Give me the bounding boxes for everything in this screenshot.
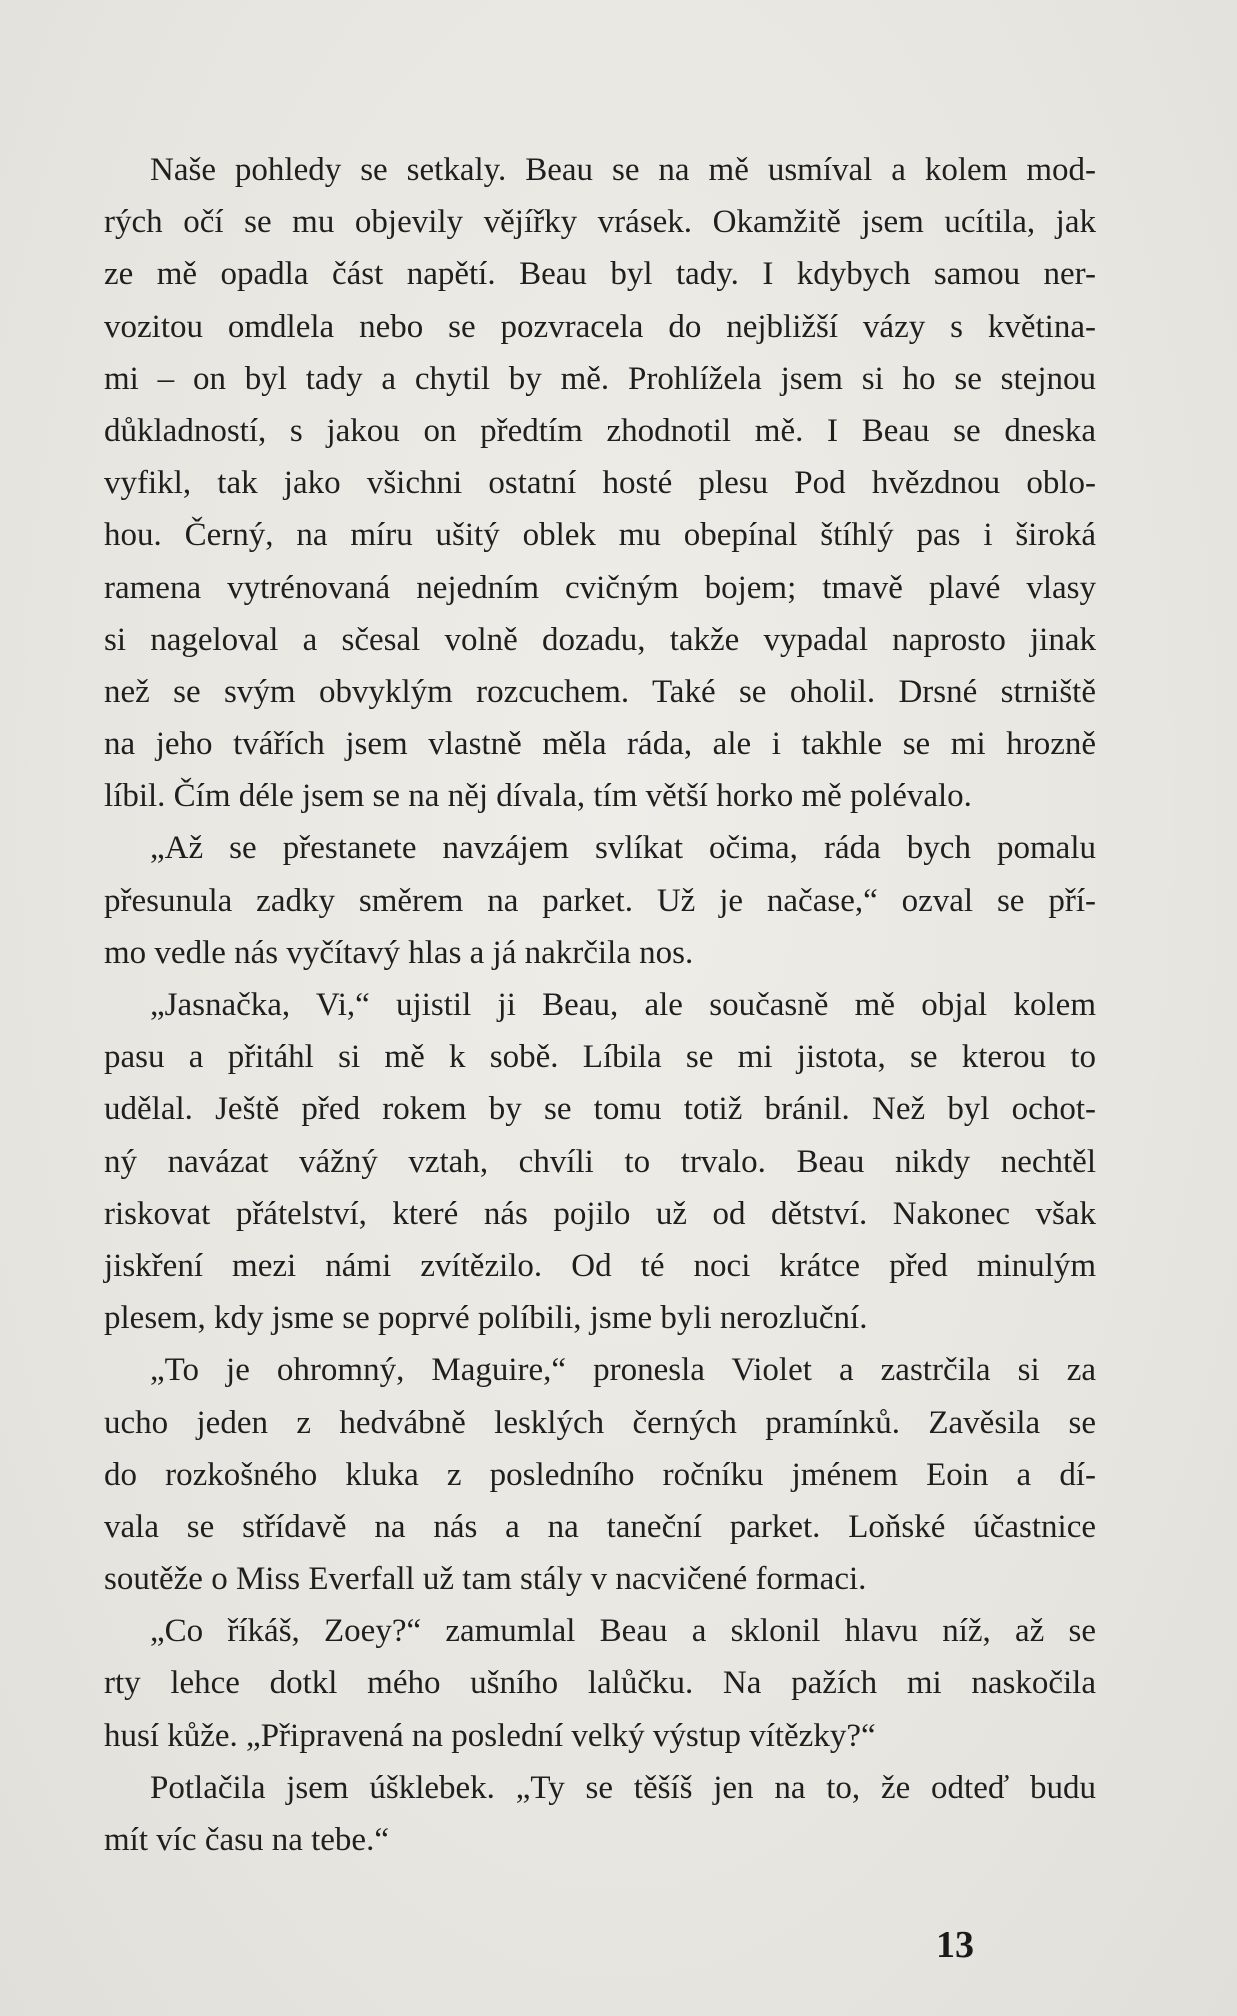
text-line: Potlačila jsem úšklebek. „Ty se těšíš jen na to, že odteď budu xyxy=(150,1769,1096,1806)
text-line: líbil. Čím déle jsem se na něj dívala, tím větší horko mě polévalo. xyxy=(104,778,972,815)
text-line: vozitou omdlela nebo se pozvracela do nejbližší vázy s květina- xyxy=(104,308,1096,345)
text-line: do rozkošného kluka z posledního ročníku jménem Eoin a dí- xyxy=(104,1456,1096,1493)
text-line: „Co říkáš, Zoey?“ zamumlal Beau a sklonil hlavu níž, až se xyxy=(150,1613,1096,1650)
text-line: mi – on byl tady a chytil by mě. Prohlížela jsem si ho se stejnou xyxy=(104,360,1096,397)
text-line: než se svým obvyklým rozcuchem. Také se oholil. Drsné strniště xyxy=(104,673,1096,710)
text-line: vala se střídavě na nás a na taneční parket. Loňské účastnice xyxy=(104,1508,1096,1545)
text-line: hou. Černý, na míru ušitý oblek mu obepínal štíhlý pas i široká xyxy=(104,517,1096,554)
text-line: mo vedle nás vyčítavý hlas a já nakrčila nos. xyxy=(104,934,694,971)
text-line: rých očí se mu objevily vějířky vrásek. Okamžitě jsem ucítila, jak xyxy=(104,204,1096,241)
text-line: riskovat přátelství, které nás pojilo už od dětství. Nakonec však xyxy=(104,1195,1096,1232)
text-line: přesunula zadky směrem na parket. Už je načase,“ ozval se pří- xyxy=(104,882,1096,919)
text-line: si nageloval a sčesal volně dozadu, takže vypadal naprosto jinak xyxy=(104,621,1096,658)
text-line: plesem, kdy jsme se poprvé políbili, jsme byli nerozluční. xyxy=(104,1300,868,1337)
text-line: „Jasnačka, Vi,“ ujistil ji Beau, ale současně mě objal kolem xyxy=(150,987,1096,1023)
text-line: ze mě opadla část napětí. Beau byl tady. I kdybych samou ner- xyxy=(104,256,1096,293)
text-line: ucho jeden z hedvábně lesklých černých pramínků. Zavěsila se xyxy=(104,1404,1096,1441)
text-line: „Až se přestanete navzájem svlíkat očima, ráda bych pomalu xyxy=(150,830,1096,867)
text-line: pasu a přitáhl si mě k sobě. Líbila se mi jistota, se kterou to xyxy=(104,1039,1096,1076)
text-line: Naše pohledy se setkaly. Beau se na mě usmíval a kolem mod- xyxy=(150,152,1096,188)
text-line: důkladností, s jakou on předtím zhodnotil mě. I Beau se dneska xyxy=(104,412,1096,449)
text-line: udělal. Ještě před rokem by se tomu totiž bránil. Než byl ochot- xyxy=(104,1091,1096,1128)
text-line: jiskření mezi námi zvítězilo. Od té noci krátce před minulým xyxy=(104,1247,1096,1284)
text-line: vyfikl, tak jako všichni ostatní hosté plesu Pod hvězdnou oblo- xyxy=(104,465,1096,502)
text-line: husí kůže. „Připravená na poslední velký výstup vítězky?“ xyxy=(104,1717,876,1754)
text-line: ný navázat vážný vztah, chvíli to trvalo. Beau nikdy nechtěl xyxy=(104,1143,1096,1180)
text-line: ramena vytrénovaná nejedním cvičným bojem; tmavě plavé vlasy xyxy=(104,569,1096,606)
text-line: na jeho tvářích jsem vlastně měla ráda, ale i takhle se mi hrozně xyxy=(104,726,1096,763)
text-line: soutěže o Miss Everfall už tam stály v nacvičené formaci. xyxy=(104,1561,867,1598)
text-line: rty lehce dotkl mého ušního lalůčku. Na pažích mi naskočila xyxy=(104,1665,1096,1702)
text-line: „To je ohromný, Maguire,“ pronesla Violet a zastrčila si za xyxy=(150,1352,1096,1389)
body-text xyxy=(104,144,1096,1866)
text-line: mít víc času na tebe.“ xyxy=(104,1822,389,1858)
page-number: 13 xyxy=(936,1924,974,1966)
